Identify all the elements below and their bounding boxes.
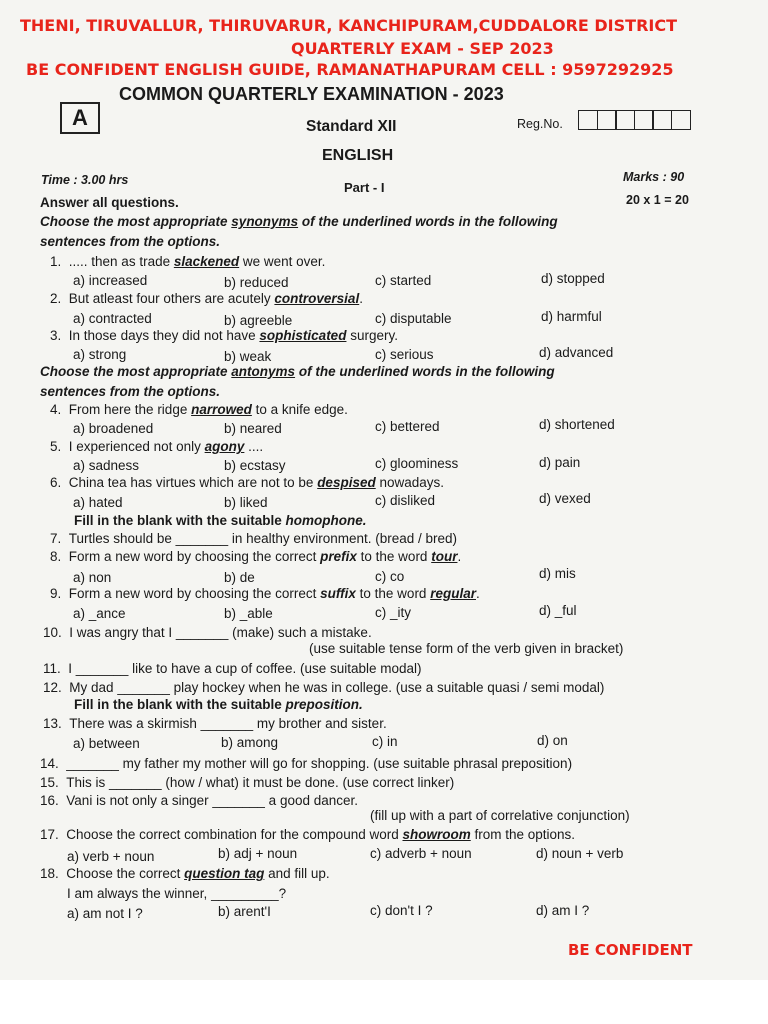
q4-option-b: b) neared: [224, 421, 282, 436]
question-3: 3. In those days they did not have sophisticated surgery.: [50, 328, 398, 343]
q2-option-c: c) disputable: [375, 311, 452, 326]
regno-label: Reg.No.: [517, 117, 563, 131]
set-box: A: [60, 102, 100, 134]
synonyms-instruction-2: sentences from the options.: [40, 234, 221, 249]
q6-option-d: d) vexed: [539, 491, 591, 506]
answer-all: Answer all questions.: [40, 195, 179, 210]
question-16-note: (fill up with a part of correlative conjunction): [370, 808, 630, 823]
q8-option-d: d) mis: [539, 566, 576, 581]
q3-option-b: b) weak: [224, 349, 272, 364]
question-10-note: (use suitable tense form of the verb given in bracket): [309, 641, 624, 656]
q17-option-d: d) noun + verb: [536, 846, 624, 861]
q9-option-b: b) _able: [224, 606, 273, 621]
antonyms-instruction: Choose the most appropriate antonyms of the underlined words in the following: [40, 364, 555, 379]
q9-option-d: d) _ful: [539, 603, 577, 618]
q3-option-a: a) strong: [73, 347, 127, 362]
question-6: 6. China tea has virtues which are not to be despised nowadays.: [50, 475, 445, 490]
q8-option-a: a) non: [73, 570, 112, 585]
q4-option-d: d) shortened: [539, 417, 615, 432]
marks-label: Marks : 90: [623, 170, 685, 184]
question-2: 2. But atleast four others are acutely controversial.: [50, 291, 363, 306]
q13-option-b: b) among: [221, 735, 279, 750]
question-10: 10. I was angry that I _______ (make) such a mistake.: [43, 625, 372, 640]
q17-option-a: a) verb + noun: [67, 849, 155, 864]
q18-option-a: a) am not I ?: [67, 906, 143, 921]
homophone-instruction: Fill in the blank with the suitable homophone.: [74, 513, 367, 528]
q6-option-a: a) hated: [73, 495, 123, 510]
q4-option-a: a) broadened: [73, 421, 154, 436]
question-16: 16. Vani is not only a singer _______ a good dancer.: [40, 793, 359, 808]
question-4: 4. From here the ridge narrowed to a knife edge.: [50, 402, 348, 417]
header-guide: BE CONFIDENT ENGLISH GUIDE, RAMANATHAPURAM CELL : 9597292925: [26, 60, 674, 79]
q13-option-c: c) in: [372, 734, 398, 749]
question-8: 8. Form a new word by choosing the correct prefix to the word tour.: [50, 549, 462, 564]
exam-title: COMMON QUARTERLY EXAMINATION - 2023: [119, 84, 504, 104]
question-13: 13. There was a skirmish _______ my brother and sister.: [43, 716, 387, 731]
question-7: 7. Turtles should be _______ in healthy environment. (bread / bred): [50, 531, 458, 546]
q4-option-c: c) bettered: [375, 419, 440, 434]
q6-option-b: b) liked: [224, 495, 268, 510]
page-bottom-margin: [0, 980, 768, 1024]
q2-option-a: a) contracted: [73, 311, 152, 326]
q18-option-c: c) don't I ?: [370, 903, 433, 918]
q5-option-b: b) ecstasy: [224, 458, 286, 473]
q8-option-c: c) co: [375, 569, 405, 584]
q1-option-c: c) started: [375, 273, 432, 288]
preposition-instruction: Fill in the blank with the suitable preposition.: [74, 697, 363, 712]
part-label: Part - I: [344, 180, 385, 195]
question-18: 18. Choose the correct question tag and fill up.: [40, 866, 330, 881]
q13-option-d: d) on: [537, 733, 568, 748]
question-15: 15. This is _______ (how / what) it must be done. (use correct linker): [40, 775, 455, 790]
q17-option-b: b) adj + noun: [218, 846, 298, 861]
q2-option-d: d) harmful: [541, 309, 602, 324]
q3-option-d: d) advanced: [539, 345, 614, 360]
q2-option-b: b) agreeble: [224, 313, 293, 328]
q13-option-a: a) between: [73, 736, 140, 751]
header-exam: QUARTERLY EXAM - SEP 2023: [291, 39, 554, 58]
time-label: Time : 3.00 hrs: [41, 173, 129, 187]
q1-option-d: d) stopped: [541, 271, 605, 286]
synonyms-instruction: Choose the most appropriate synonyms of the underlined words in the following: [40, 214, 558, 229]
question-12: 12. My dad _______ play hockey when he was in college. (use a suitable quasi / semi modal): [43, 680, 605, 695]
standard-label: Standard XII: [306, 118, 397, 135]
question-14: 14. _______ my father my mother will go for shopping. (use suitable phrasal preposition): [40, 756, 573, 771]
q5-option-c: c) gloominess: [375, 456, 459, 471]
q1-option-b: b) reduced: [224, 275, 289, 290]
q5-option-d: d) pain: [539, 455, 581, 470]
subject-label: ENGLISH: [322, 147, 394, 164]
regno-boxes: [578, 110, 689, 130]
q18-option-b: b) arent'I: [218, 904, 271, 919]
header-districts: THENI, TIRUVALLUR, THIRUVARUR, KANCHIPURAM,CUDDALORE DISTRICT: [20, 16, 677, 35]
question-17: 17. Choose the correct combination for the compound word showroom from the options.: [40, 827, 576, 842]
question-1: 1. ..... then as trade slackened we went over.: [50, 254, 326, 269]
q18-option-d: d) am I ?: [536, 903, 590, 918]
q6-option-c: c) disliked: [375, 493, 436, 508]
footer-brand: BE CONFIDENT: [568, 941, 693, 959]
question-5: 5. I experienced not only agony ....: [50, 439, 264, 454]
q5-option-a: a) sadness: [73, 458, 140, 473]
question-9: 9. Form a new word by choosing the correct suffix to the word regular.: [50, 586, 480, 601]
q17-option-c: c) adverb + noun: [370, 846, 472, 861]
q9-option-a: a) _ance: [73, 606, 126, 621]
q8-option-b: b) de: [224, 570, 255, 585]
score-label: 20 x 1 = 20: [626, 193, 689, 207]
antonyms-instruction-2: sentences from the options.: [40, 384, 221, 399]
q1-option-a: a) increased: [73, 273, 148, 288]
q3-option-c: c) serious: [375, 347, 434, 362]
question-11: 11. I _______ like to have a cup of coffee. (use suitable modal): [43, 661, 422, 676]
q9-option-c: c) _ity: [375, 605, 412, 620]
question-18-line2: I am always the winner, _________?: [67, 886, 287, 901]
